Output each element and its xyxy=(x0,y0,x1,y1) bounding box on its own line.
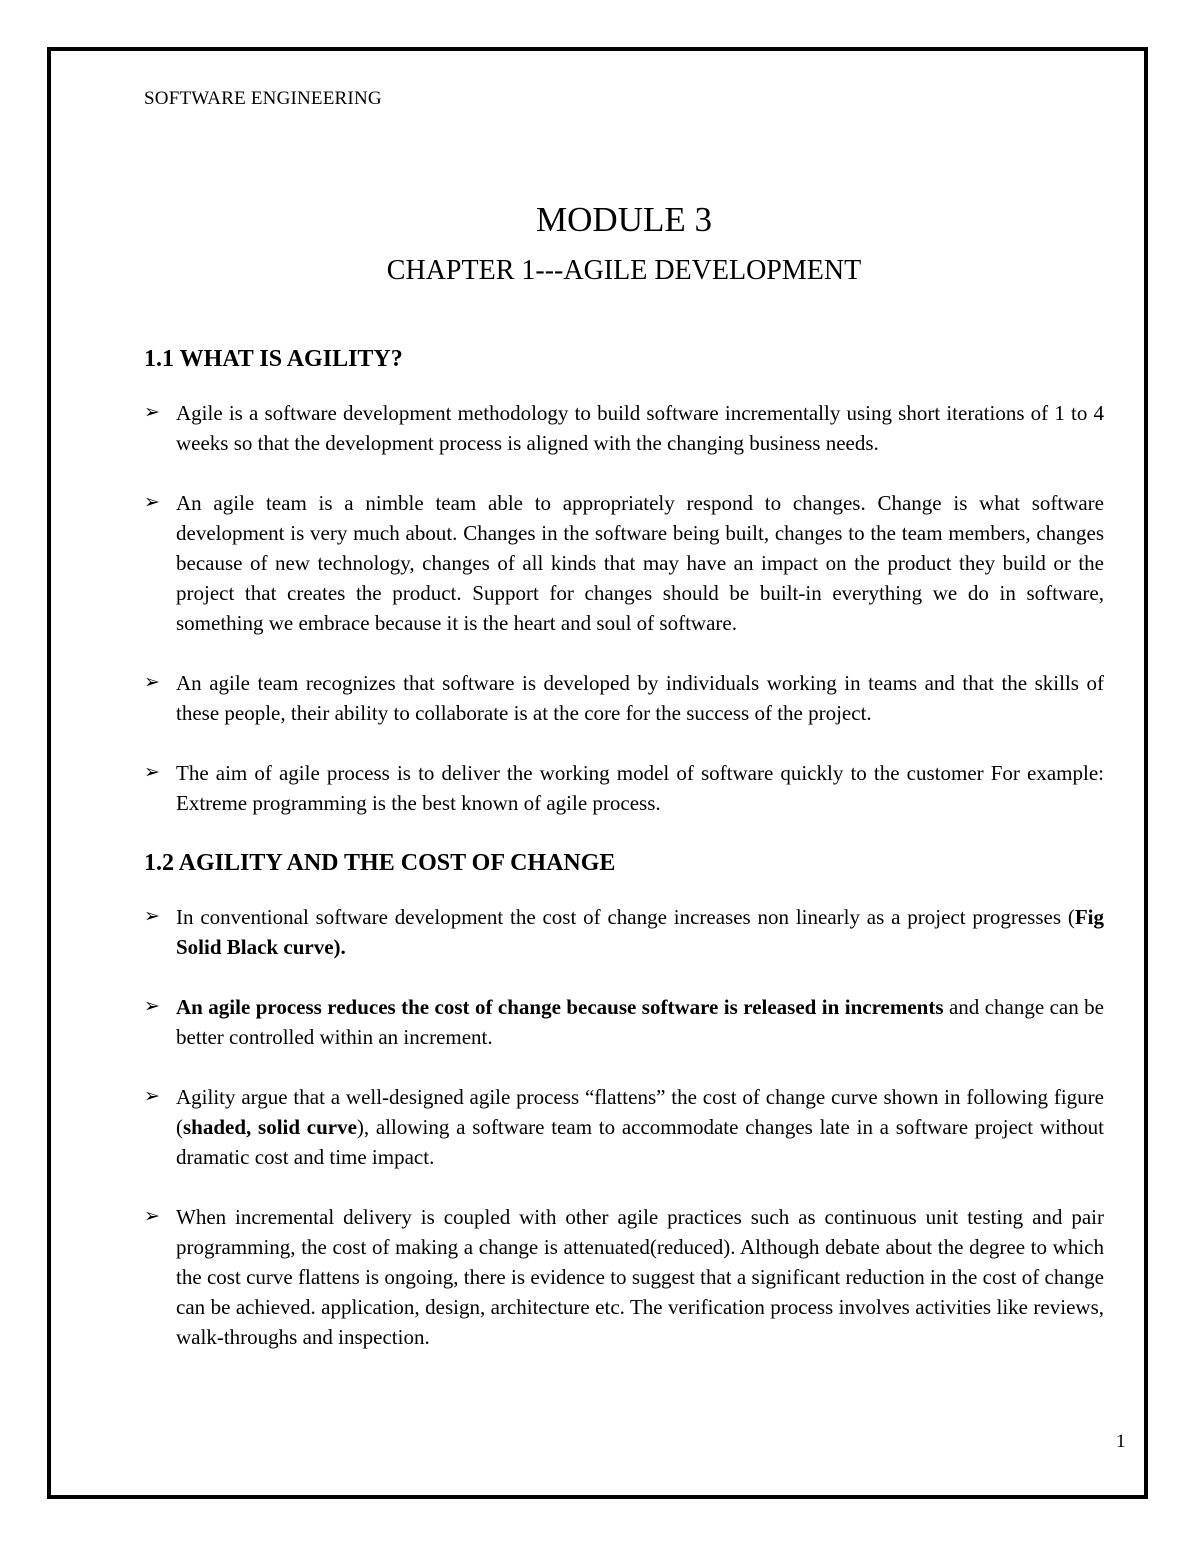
list-item-text: An agile team is a nimble team able to appropriately respond to changes. Change is what software development is very much about. Changes in the software being built, changes to the team members, changes because of new technology, changes of all kinds that may have an impact on the product they build or the project that creates the product. Support for changes should be built-in everything we do in software, something we embrace because it is the heart and soul of software. xyxy=(176,491,1104,635)
list-item xyxy=(144,668,1104,728)
list-item xyxy=(144,398,1104,458)
chapter-title: CHAPTER 1---AGILE DEVELOPMENT xyxy=(386,255,862,286)
list-item-text: In conventional software development the cost of change increases non linearly as a project progresses ( xyxy=(176,905,1075,929)
list-item xyxy=(144,1082,1104,1172)
arrow-bullet-icon: ➢ xyxy=(144,492,160,513)
list-item-text: Agile is a software development methodology to build software incrementally using short iterations of 1 to 4 weeks so that the development process is aligned with the changing business needs. xyxy=(176,401,1104,455)
bullet-list-agility xyxy=(144,398,1104,818)
arrow-bullet-icon: ➢ xyxy=(144,906,160,927)
list-item-text: When incremental delivery is coupled with other agile practices such as continuous unit testing and pair programming, the cost of making a change is attenuated(reduced). Although debate about the degree to which the cost curve flattens is ongoing, there is evidence to suggest that a significant reduction in the cost of change can be achieved. application, design, architecture etc. The verification process involves activities like reviews, walk-throughs and inspection. xyxy=(176,1205,1104,1349)
arrow-bullet-icon: ➢ xyxy=(144,762,160,783)
list-item xyxy=(144,488,1104,638)
list-item xyxy=(144,992,1104,1052)
list-item xyxy=(144,758,1104,818)
list-item-text: The aim of agile process is to deliver the working model of software quickly to the customer For example: Extreme programming is the best known of agile process. xyxy=(176,761,1104,815)
list-item xyxy=(144,1202,1104,1352)
list-item-bold-text: An agile process reduces the cost of change because software is released in increments xyxy=(176,995,944,1019)
arrow-bullet-icon: ➢ xyxy=(144,672,160,693)
list-item xyxy=(144,902,1104,962)
module-title: MODULE 3 xyxy=(536,200,712,239)
arrow-bullet-icon: ➢ xyxy=(144,1206,160,1227)
section-heading-agility: 1.1 WHAT IS AGILITY? xyxy=(144,346,403,372)
section-heading-cost-of-change: 1.2 AGILITY AND THE COST OF CHANGE xyxy=(144,850,616,876)
list-item-text: Agility argue that a well-designed agile process “flattens” the cost of change curve shown in following figure ( xyxy=(176,1085,1104,1139)
list-item-text: ), allowing a software team to accommodate changes late in a software project without dramatic cost and time impact. xyxy=(176,1115,1104,1169)
arrow-bullet-icon: ➢ xyxy=(144,402,160,423)
list-item-text: and change can be better controlled within an increment. xyxy=(176,995,1104,1049)
page-number: 1 xyxy=(1116,1431,1126,1452)
bullet-list-cost-of-change xyxy=(144,902,1104,1352)
arrow-bullet-icon: ➢ xyxy=(144,996,160,1017)
arrow-bullet-icon: ➢ xyxy=(144,1086,160,1107)
list-item-text: An agile team recognizes that software is developed by individuals working in teams and that the skills of these people, their ability to collaborate is at the core for the success of the project. xyxy=(176,671,1104,725)
list-item-bold-text: shaded, solid curve xyxy=(183,1115,357,1139)
running-header: SOFTWARE ENGINEERING xyxy=(144,88,382,109)
list-item-bold-text: Fig Solid Black curve). xyxy=(176,905,1104,959)
document-body xyxy=(144,86,1104,1352)
